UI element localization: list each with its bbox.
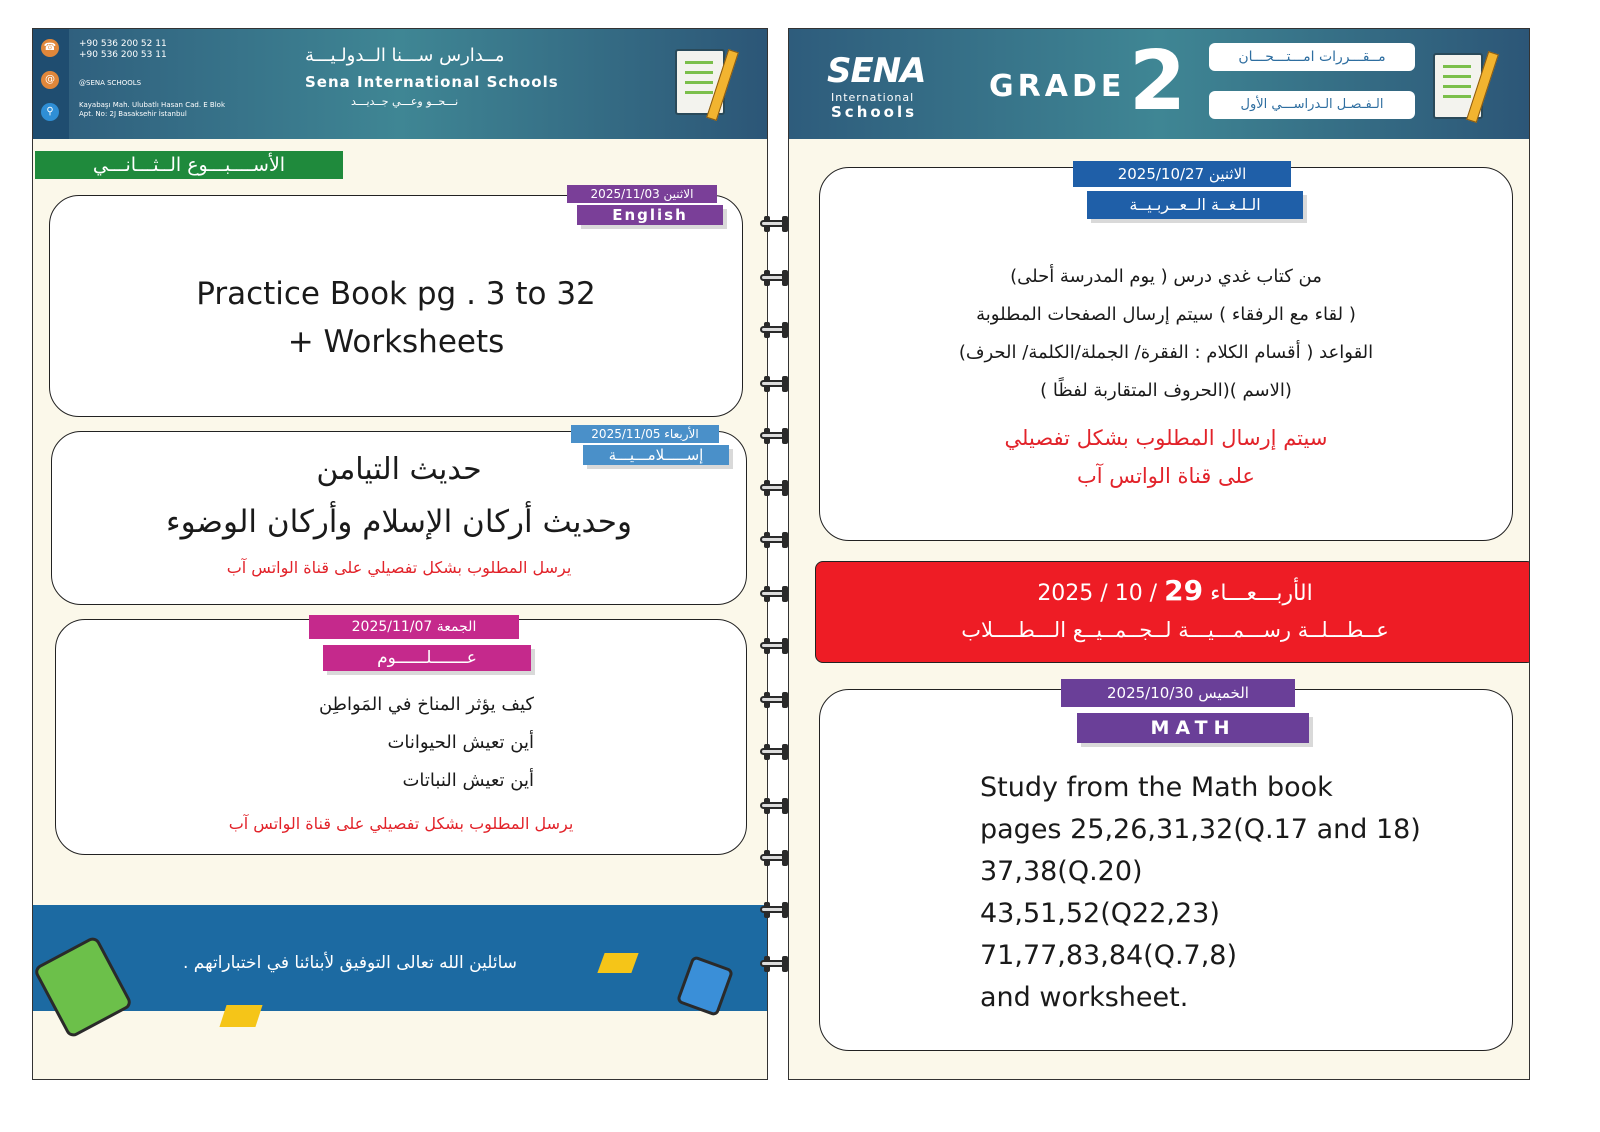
holiday-day-number: 29 — [1164, 574, 1204, 607]
math-line-1: Study from the Math book — [980, 772, 1333, 803]
science-date-tag: الجمعة 2025/11/07 — [309, 615, 519, 639]
logo-sub-2: Schools — [831, 103, 918, 121]
arabic-note-2: على قناة الواتس آب — [1077, 464, 1255, 488]
holiday-day-label: الأربـــعـــاء — [1210, 581, 1313, 606]
math-line-3: 37,38(Q.20) — [980, 856, 1143, 887]
semester-pill: الـفـصـل الـدراســـي الأول — [1209, 91, 1415, 119]
location-icon: ⚲ — [41, 103, 59, 121]
arabic-line-3: القواعد ( أقسام الكلام : الفقرة/ الجملة/الكلمة/ الحرف) — [958, 342, 1374, 363]
week-title: الأســــبـــوع الــثـــانـــي — [35, 151, 343, 179]
sena-logo: SENA — [827, 51, 926, 91]
arabic-date-tag: الاثنين 2025/10/27 — [1073, 161, 1291, 187]
notebook-icon-small — [676, 955, 734, 1017]
math-line-6: and worksheet. — [980, 982, 1189, 1013]
islamic-subject-tag: إســـــلامـــيـــة — [583, 445, 729, 465]
arabic-line-1: من كتاب غدي درس ( يوم المدرسة أحلى) — [1010, 266, 1322, 287]
holiday-date-line — [816, 574, 1530, 607]
holiday-text: عــطـــلــة رســـمـــيـــة لــجــمــيــع الـــطــــلاب — [961, 618, 1389, 642]
grade-word: GRADE — [989, 69, 1126, 104]
english-line-1: Practice Book pg . 3 to 32 — [196, 276, 596, 312]
phone-1: +90 536 200 52 11 — [79, 39, 167, 49]
footer-message: سائلين الله تعالى التوفيق لأبنائنا في اختباراتهم . — [183, 953, 517, 973]
left-header-banner — [33, 29, 767, 139]
math-date-tag: الخميس 2025/10/30 — [1061, 679, 1295, 707]
right-page — [788, 28, 1530, 1080]
science-note: يرسل المطلوب بشكل تفصيلي على قناة الواتس آب — [228, 814, 574, 833]
school-name-en: Sena International Schools — [305, 73, 559, 91]
social-icon: @ — [41, 71, 59, 89]
right-header-banner — [789, 29, 1529, 139]
phone-icon: ☎ — [41, 39, 59, 57]
arabic-line-2: ( لقاء مع الرفقاء ) سيتم إرسال الصفحات المطلوبة — [976, 304, 1356, 325]
science-item-2: أين تعيش الحيوانات — [387, 732, 534, 753]
math-line-5: 71,77,83,84(Q.7,8) — [980, 940, 1238, 971]
english-card — [49, 195, 743, 417]
holiday-date: 2025 / 10 / — [1037, 581, 1158, 606]
logo-sub-1: International — [831, 91, 915, 104]
math-line-4: 43,51,52(Q22,23) — [980, 898, 1220, 929]
phone-2: +90 536 200 53 11 — [79, 50, 167, 60]
footer-banner — [33, 905, 767, 1011]
english-line-2: + Worksheets — [287, 324, 505, 360]
math-line-2: pages 25,26,31,32(Q.17 and 18) — [980, 814, 1421, 845]
science-item-3: أين تعيش النباتات — [402, 770, 534, 791]
address-line-1: Kayabaşı Mah. Ulubatlı Hasan Cad. E Blok — [79, 101, 226, 109]
social-handle: @SENA SCHOOLS — [79, 79, 142, 87]
islamic-date-tag: الأربعاء 2025/11/05 — [571, 425, 719, 443]
exam-syllabus-pill: مــقـــررات امـــتـــحـــان — [1209, 43, 1415, 71]
address-line-2: Apt. No: 2J Basaksehir İstanbul — [79, 110, 187, 118]
sticky-note-icon — [597, 953, 638, 973]
math-subject-tag: MATH — [1077, 713, 1309, 743]
left-page — [32, 28, 768, 1080]
school-slogan: نـــحــو وعـــي جــديـــد — [351, 95, 459, 108]
contact-strip — [33, 29, 69, 139]
english-subject-tag: English — [577, 205, 723, 225]
arabic-subject-tag: الـلـغــة الــعــربـيــة — [1087, 191, 1303, 219]
islamic-line-1: حديث التيامن — [316, 452, 482, 487]
islamic-note: يرسل المطلوب بشكل تفصيلي على قناة الواتس آب — [226, 558, 572, 577]
holiday-banner — [815, 561, 1530, 663]
science-subject-tag: عـــــــلــــــوم — [323, 645, 531, 671]
arabic-card — [819, 167, 1513, 541]
school-name-ar: مــدارس ســـنا الــدولـيـــة — [305, 45, 505, 66]
arabic-note-1: سيتم إرسال المطلوب بشكل تفصيلي — [1004, 426, 1328, 450]
notebook-icon — [32, 935, 133, 1039]
math-card — [819, 689, 1513, 1051]
english-date-tag: الاثنين 2025/11/03 — [567, 185, 717, 203]
science-item-1: كيف يؤثر المناخ في المَواطِن — [318, 694, 534, 715]
sticky-note-icon-2 — [219, 1005, 262, 1027]
arabic-line-4: (الاسم )(الحروف المتقاربة لفظًا ) — [1040, 380, 1292, 401]
grade-number: 2 — [1129, 34, 1187, 129]
islamic-line-2: وحديث أركان الإسلام وأركان الوضوء — [166, 504, 632, 540]
